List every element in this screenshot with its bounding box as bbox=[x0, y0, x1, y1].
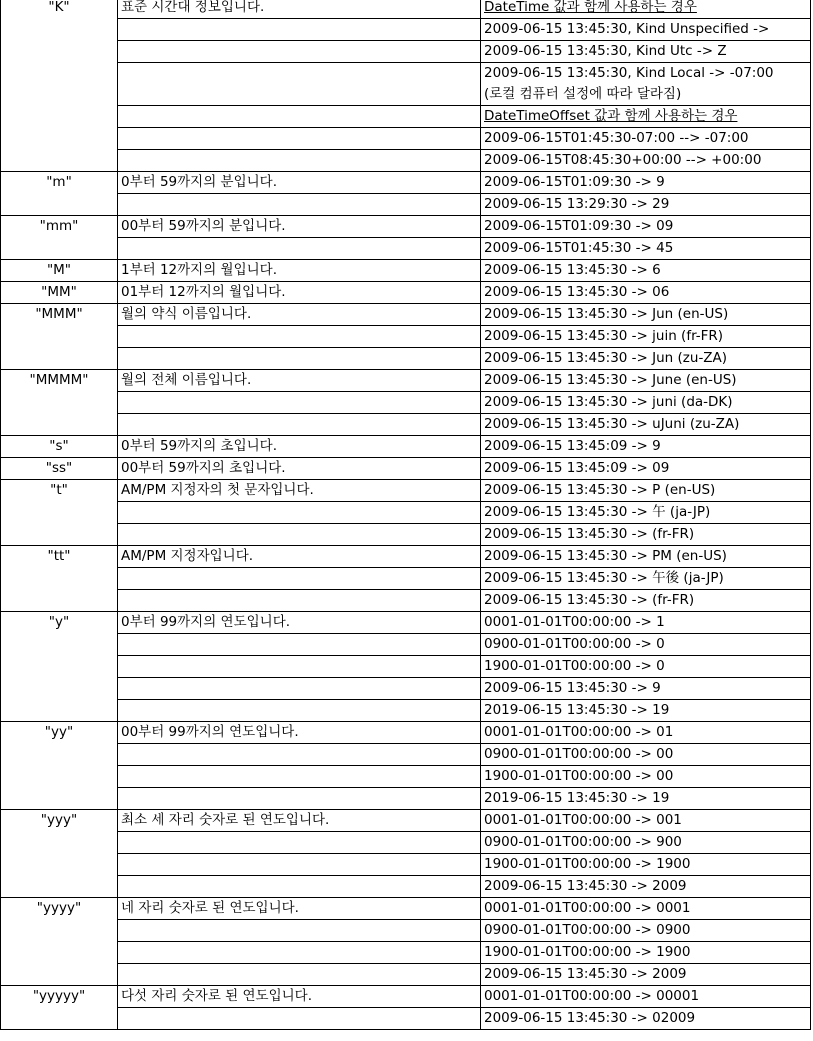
specifier-cell: "MMMM" bbox=[1, 370, 118, 392]
table-row bbox=[1, 810, 811, 832]
example-cell: 2009-06-15 13:45:30 -> PM (en-US) bbox=[481, 546, 811, 568]
specifier-cell: "yy" bbox=[1, 722, 118, 744]
example-cell: 2009-06-15 13:45:30, Kind Local -> -07:00 bbox=[481, 63, 811, 85]
specifier-cell: "tt" bbox=[1, 546, 118, 568]
description-cell bbox=[118, 634, 481, 656]
description-cell bbox=[118, 524, 481, 546]
specifier-cell bbox=[1, 832, 118, 854]
specifier-cell bbox=[1, 1008, 118, 1030]
table-row bbox=[1, 634, 811, 656]
description-cell bbox=[118, 63, 481, 85]
example-cell: 2009-06-15 13:45:30 -> 2009 bbox=[481, 876, 811, 898]
specifier-cell bbox=[1, 656, 118, 678]
specifier-cell bbox=[1, 942, 118, 964]
example-cell: 2009-06-15 13:45:30 -> juni (da-DK) bbox=[481, 392, 811, 414]
specifier-cell: "ss" bbox=[1, 458, 118, 480]
description-cell bbox=[118, 128, 481, 150]
table-row bbox=[1, 19, 811, 41]
example-cell: 2009-06-15 13:45:30 -> juin (fr-FR) bbox=[481, 326, 811, 348]
description-cell bbox=[118, 414, 481, 436]
table-row bbox=[1, 1008, 811, 1030]
table-row bbox=[1, 458, 811, 480]
example-cell: 2009-06-15 13:45:30 -> 午 (ja-JP) bbox=[481, 502, 811, 524]
specifier-cell bbox=[1, 502, 118, 524]
description-cell bbox=[118, 964, 481, 986]
example-cell: 1900-01-01T00:00:00 -> 0 bbox=[481, 656, 811, 678]
description-cell bbox=[118, 348, 481, 370]
description-cell bbox=[118, 854, 481, 876]
table-row bbox=[1, 546, 811, 568]
example-cell: 0001-01-01T00:00:00 -> 01 bbox=[481, 722, 811, 744]
description-cell: 다섯 자리 숫자로 된 연도입니다. bbox=[118, 986, 481, 1008]
description-cell: 0부터 59까지의 분입니다. bbox=[118, 172, 481, 194]
description-cell bbox=[118, 19, 481, 41]
example-cell: 2009-06-15T01:45:30-07:00 --> -07:00 bbox=[481, 128, 811, 150]
example-cell: 2009-06-15T08:45:30+00:00 --> +00:00 bbox=[481, 150, 811, 172]
specifier-cell: "MM" bbox=[1, 282, 118, 304]
specifier-cell bbox=[1, 876, 118, 898]
example-cell: 0001-01-01T00:00:00 -> 0001 bbox=[481, 898, 811, 920]
table-row bbox=[1, 832, 811, 854]
table-row bbox=[1, 568, 811, 590]
table-row bbox=[1, 370, 811, 392]
example-cell: 0900-01-01T00:00:00 -> 0 bbox=[481, 634, 811, 656]
specifier-cell: "mm" bbox=[1, 216, 118, 238]
specifier-cell bbox=[1, 766, 118, 788]
description-cell: AM/PM 지정자의 첫 문자입니다. bbox=[118, 480, 481, 502]
description-cell bbox=[118, 656, 481, 678]
example-cell: 0900-01-01T00:00:00 -> 00 bbox=[481, 744, 811, 766]
example-cell: DateTimeOffset 값과 함께 사용하는 경우 bbox=[481, 106, 811, 128]
description-cell bbox=[118, 238, 481, 260]
description-cell bbox=[118, 678, 481, 700]
description-cell bbox=[118, 788, 481, 810]
example-cell: 2009-06-15 13:45:30 -> (fr-FR) bbox=[481, 524, 811, 546]
table-row bbox=[1, 260, 811, 282]
description-cell bbox=[118, 832, 481, 854]
table-body bbox=[1, 0, 811, 1030]
specifier-cell bbox=[1, 128, 118, 150]
example-cell: 2009-06-15 13:45:30, Kind Utc -> Z bbox=[481, 41, 811, 63]
description-cell bbox=[118, 744, 481, 766]
specifier-cell bbox=[1, 194, 118, 216]
specifier-cell bbox=[1, 744, 118, 766]
example-cell: 2009-06-15 13:45:30 -> (fr-FR) bbox=[481, 590, 811, 612]
table-row bbox=[1, 524, 811, 546]
description-cell bbox=[118, 84, 481, 106]
description-cell bbox=[118, 194, 481, 216]
table-row bbox=[1, 326, 811, 348]
specifier-cell: "s" bbox=[1, 436, 118, 458]
description-cell bbox=[118, 150, 481, 172]
specifier-cell bbox=[1, 700, 118, 722]
table-row bbox=[1, 722, 811, 744]
description-cell: 월의 약식 이름입니다. bbox=[118, 304, 481, 326]
description-cell bbox=[118, 700, 481, 722]
description-cell bbox=[118, 326, 481, 348]
specifier-cell bbox=[1, 238, 118, 260]
table-row bbox=[1, 348, 811, 370]
specifier-cell: "yyyyy" bbox=[1, 986, 118, 1008]
example-cell: 0900-01-01T00:00:00 -> 900 bbox=[481, 832, 811, 854]
description-cell: AM/PM 지정자입니다. bbox=[118, 546, 481, 568]
description-cell bbox=[118, 568, 481, 590]
example-cell: 1900-01-01T00:00:00 -> 1900 bbox=[481, 942, 811, 964]
table-row bbox=[1, 964, 811, 986]
example-cell: 1900-01-01T00:00:00 -> 00 bbox=[481, 766, 811, 788]
table-row bbox=[1, 700, 811, 722]
example-cell: 2009-06-15 13:45:30 -> 2009 bbox=[481, 964, 811, 986]
example-cell: 2009-06-15T01:45:30 -> 45 bbox=[481, 238, 811, 260]
table-row bbox=[1, 920, 811, 942]
specifier-cell: "yyy" bbox=[1, 810, 118, 832]
specifier-cell bbox=[1, 634, 118, 656]
example-cell: 2009-06-15 13:45:30 -> 6 bbox=[481, 260, 811, 282]
description-cell bbox=[118, 766, 481, 788]
example-cell: 2009-06-15 13:45:30 -> 9 bbox=[481, 678, 811, 700]
specifier-cell: "M" bbox=[1, 260, 118, 282]
table-row bbox=[1, 590, 811, 612]
specifier-cell bbox=[1, 964, 118, 986]
table-row bbox=[1, 84, 811, 106]
table-row bbox=[1, 942, 811, 964]
description-cell bbox=[118, 502, 481, 524]
description-cell bbox=[118, 920, 481, 942]
specifier-cell bbox=[1, 920, 118, 942]
specifier-cell bbox=[1, 63, 118, 85]
example-cell: 2009-06-15 13:29:30 -> 29 bbox=[481, 194, 811, 216]
specifier-cell bbox=[1, 106, 118, 128]
description-cell: 00부터 59까지의 초입니다. bbox=[118, 458, 481, 480]
specifier-cell bbox=[1, 524, 118, 546]
description-cell: 네 자리 숫자로 된 연도입니다. bbox=[118, 898, 481, 920]
table-row bbox=[1, 898, 811, 920]
description-cell bbox=[118, 106, 481, 128]
specifier-cell bbox=[1, 326, 118, 348]
description-cell: 00부터 59까지의 분입니다. bbox=[118, 216, 481, 238]
example-cell: 1900-01-01T00:00:00 -> 1900 bbox=[481, 854, 811, 876]
table-row bbox=[1, 414, 811, 436]
description-cell bbox=[118, 392, 481, 414]
example-cell: DateTime 값과 함께 사용하는 경우 bbox=[481, 0, 811, 19]
specifier-cell bbox=[1, 678, 118, 700]
example-cell: 2009-06-15 13:45:30 -> 午後 (ja-JP) bbox=[481, 568, 811, 590]
table-row bbox=[1, 480, 811, 502]
description-cell: 표준 시간대 정보입니다. bbox=[118, 0, 481, 19]
example-cell: 0001-01-01T00:00:00 -> 00001 bbox=[481, 986, 811, 1008]
specifier-cell bbox=[1, 788, 118, 810]
example-cell: (로컬 컴퓨터 설정에 따라 달라짐) bbox=[481, 84, 811, 106]
specifier-cell: "y" bbox=[1, 612, 118, 634]
table-row bbox=[1, 194, 811, 216]
description-cell: 1부터 12까지의 월입니다. bbox=[118, 260, 481, 282]
example-cell: 2009-06-15 13:45:30 -> P (en-US) bbox=[481, 480, 811, 502]
table-row bbox=[1, 150, 811, 172]
description-cell: 0부터 99까지의 연도입니다. bbox=[118, 612, 481, 634]
description-cell: 0부터 59까지의 초입니다. bbox=[118, 436, 481, 458]
table-row bbox=[1, 282, 811, 304]
example-cell: 2009-06-15 13:45:30 -> 06 bbox=[481, 282, 811, 304]
description-cell: 01부터 12까지의 월입니다. bbox=[118, 282, 481, 304]
example-cell: 2009-06-15 13:45:09 -> 09 bbox=[481, 458, 811, 480]
table-row bbox=[1, 766, 811, 788]
table-row bbox=[1, 854, 811, 876]
specifier-cell: "K" bbox=[1, 0, 118, 19]
table-row bbox=[1, 172, 811, 194]
table-row bbox=[1, 0, 811, 19]
specifier-cell bbox=[1, 150, 118, 172]
description-cell bbox=[118, 1008, 481, 1030]
specifier-cell bbox=[1, 19, 118, 41]
example-cell: 2009-06-15 13:45:30 -> 02009 bbox=[481, 1008, 811, 1030]
specifier-cell: "MMM" bbox=[1, 304, 118, 326]
specifier-cell bbox=[1, 568, 118, 590]
specifier-cell bbox=[1, 392, 118, 414]
description-cell: 00부터 99까지의 연도입니다. bbox=[118, 722, 481, 744]
table-row bbox=[1, 41, 811, 63]
description-cell bbox=[118, 942, 481, 964]
table-row bbox=[1, 106, 811, 128]
example-cell: 2009-06-15 13:45:09 -> 9 bbox=[481, 436, 811, 458]
table-row bbox=[1, 63, 811, 85]
specifier-cell bbox=[1, 854, 118, 876]
table-row bbox=[1, 128, 811, 150]
specifier-cell bbox=[1, 414, 118, 436]
table-row bbox=[1, 986, 811, 1008]
table-row bbox=[1, 304, 811, 326]
description-cell: 월의 전체 이름입니다. bbox=[118, 370, 481, 392]
table-row bbox=[1, 502, 811, 524]
specifier-cell: "yyyy" bbox=[1, 898, 118, 920]
specifier-cell bbox=[1, 41, 118, 63]
example-cell: 2019-06-15 13:45:30 -> 19 bbox=[481, 700, 811, 722]
example-cell: 0900-01-01T00:00:00 -> 0900 bbox=[481, 920, 811, 942]
description-cell: 최소 세 자리 숫자로 된 연도입니다. bbox=[118, 810, 481, 832]
example-cell: 0001-01-01T00:00:00 -> 001 bbox=[481, 810, 811, 832]
description-cell bbox=[118, 590, 481, 612]
description-cell bbox=[118, 876, 481, 898]
example-cell: 2009-06-15 13:45:30, Kind Unspecified -> bbox=[481, 19, 811, 41]
table-row bbox=[1, 612, 811, 634]
example-cell: 2009-06-15 13:45:30 -> June (en-US) bbox=[481, 370, 811, 392]
table-row bbox=[1, 392, 811, 414]
description-cell bbox=[118, 41, 481, 63]
example-cell: 2009-06-15 13:45:30 -> Jun (zu-ZA) bbox=[481, 348, 811, 370]
table-row bbox=[1, 876, 811, 898]
example-cell: 2009-06-15 13:45:30 -> uJuni (zu-ZA) bbox=[481, 414, 811, 436]
table-row bbox=[1, 656, 811, 678]
table-row bbox=[1, 678, 811, 700]
specifier-cell bbox=[1, 348, 118, 370]
example-cell: 0001-01-01T00:00:00 -> 1 bbox=[481, 612, 811, 634]
example-cell: 2009-06-15T01:09:30 -> 09 bbox=[481, 216, 811, 238]
example-cell: 2019-06-15 13:45:30 -> 19 bbox=[481, 788, 811, 810]
example-cell: 2009-06-15T01:09:30 -> 9 bbox=[481, 172, 811, 194]
specifier-cell bbox=[1, 84, 118, 106]
table-row bbox=[1, 788, 811, 810]
specifier-cell: "m" bbox=[1, 172, 118, 194]
table-row bbox=[1, 216, 811, 238]
specifier-cell bbox=[1, 590, 118, 612]
table-row bbox=[1, 238, 811, 260]
example-cell: 2009-06-15 13:45:30 -> Jun (en-US) bbox=[481, 304, 811, 326]
table-row bbox=[1, 744, 811, 766]
table-row bbox=[1, 436, 811, 458]
specifier-cell: "t" bbox=[1, 480, 118, 502]
